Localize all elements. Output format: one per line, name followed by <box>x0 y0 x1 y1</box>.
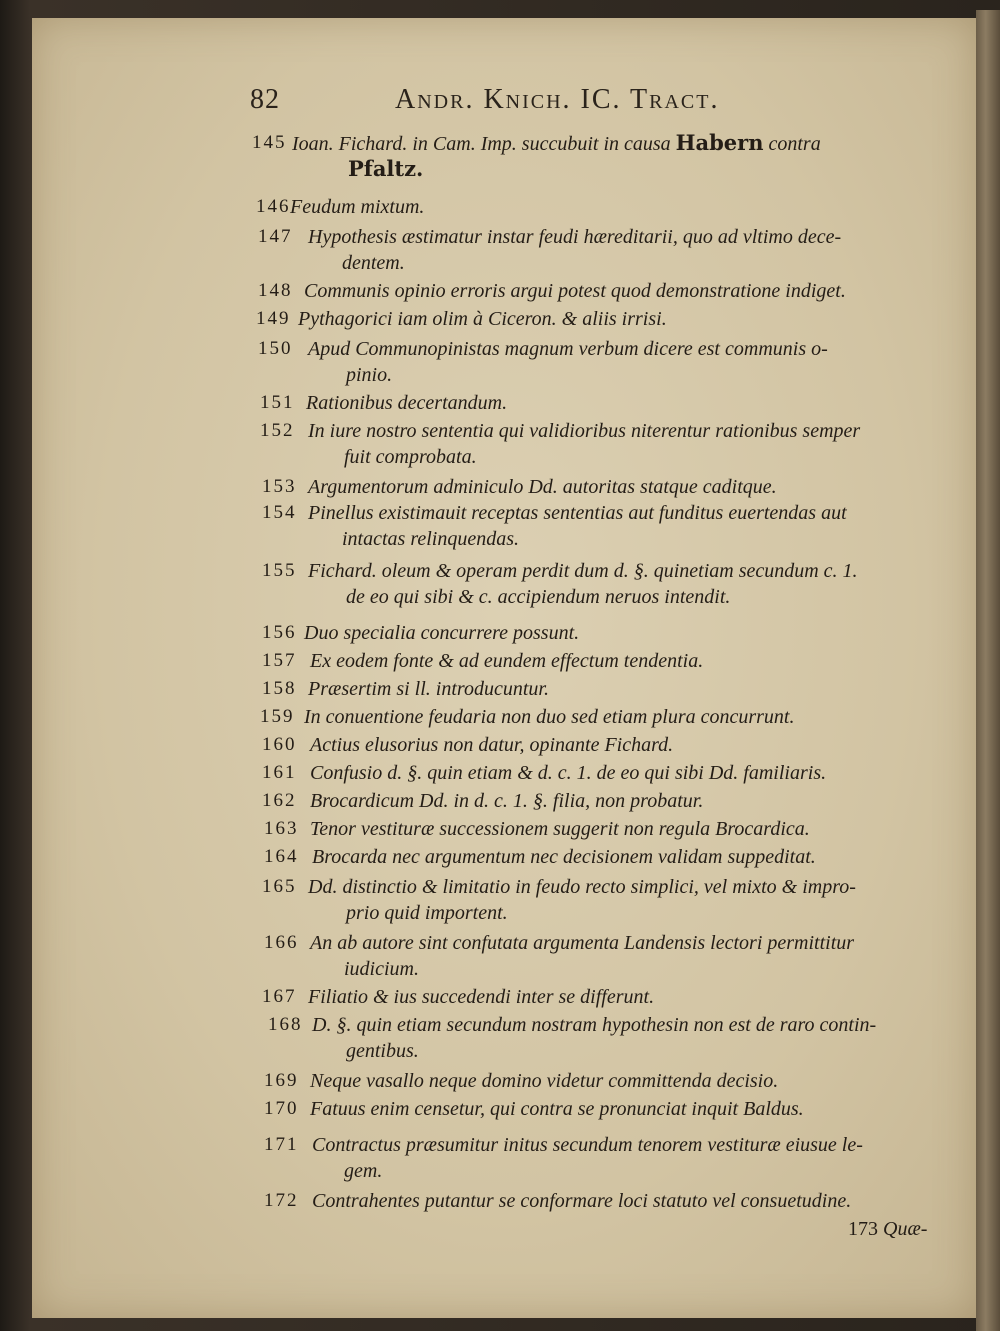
page-header <box>250 84 950 120</box>
book-edge <box>976 10 1000 1331</box>
entry-number: 169 <box>264 1070 299 1091</box>
entry-number: 155 <box>262 560 297 581</box>
entry-number: 147 <box>258 226 293 247</box>
entry-number: 159 <box>260 706 295 727</box>
entry-number: 153 <box>262 476 297 497</box>
entry-continuation: prio quid importent. <box>346 902 508 924</box>
entry-number: 149 <box>256 308 291 329</box>
catchword-text: Quæ- <box>883 1218 928 1240</box>
entry-number: 164 <box>264 846 299 867</box>
entry-number: 160 <box>262 734 297 755</box>
entry-number: 165 <box>262 876 297 897</box>
entry-continuation: Pfaltz. <box>348 156 424 181</box>
entry-number: 151 <box>260 392 295 413</box>
entry-text: Pythagorici iam olim à Ciceron. & aliis irrisi. <box>298 308 667 330</box>
entry-continuation: pinio. <box>346 364 393 386</box>
entry-number: 172 <box>264 1190 299 1211</box>
entry-continuation: intactas relinquendas. <box>342 528 520 550</box>
entry-text: Feudum mixtum. <box>290 196 425 218</box>
entry-text: Filiatio & ius succedendi inter se differunt. <box>308 986 655 1008</box>
entry-text: Contrahentes putantur se conformare loci statuto vel consuetudine. <box>312 1190 852 1212</box>
entry-continuation: fuit comprobata. <box>344 446 477 468</box>
entry-text: In iure nostro sententia qui validioribus niterentur rationibus semper <box>308 420 861 442</box>
entry-text: Neque vasallo neque domino videtur committenda decisio. <box>310 1070 779 1092</box>
entry-text: Præsertim si ll. introducuntur. <box>308 678 549 700</box>
entry-number: 162 <box>262 790 297 811</box>
entry-text: Rationibus decertandum. <box>306 392 508 414</box>
entry-text: In conuentione feudaria non duo sed etiam plura concurrunt. <box>304 706 795 728</box>
entry-continuation: gentibus. <box>346 1040 419 1062</box>
entry-text: Fatuus enim censetur, qui contra se pronunciat inquit Baldus. <box>310 1098 804 1120</box>
entry-continuation: gem. <box>344 1160 383 1182</box>
catchword-number: 173 <box>848 1218 878 1240</box>
entry-text: Contractus præsumitur initus secundum tenorem vestituræ eiusue le- <box>312 1134 863 1156</box>
entry-text: Hypothesis æstimatur instar feudi hæreditarii, quo ad vltimo dece- <box>308 226 842 248</box>
entry-text: Brocardicum Dd. in d. c. 1. §. filia, non probatur. <box>310 790 704 812</box>
entry-text: Tenor vestituræ successionem suggerit non regula Brocardica. <box>310 818 810 840</box>
entry-text: Apud Communopinistas magnum verbum dicere est communis o- <box>308 338 828 360</box>
entry-text: Pinellus existimauit receptas sententias aut funditus euertendas aut <box>308 502 847 524</box>
entry-text: Fichard. oleum & operam perdit dum d. §. quinetiam secundum c. 1. <box>308 560 858 582</box>
entry-number: 167 <box>262 986 297 1007</box>
entry-number: 150 <box>258 338 293 359</box>
entry-number: 146 <box>256 196 291 217</box>
entry-text: Ex eodem fonte & ad eundem effectum tendentia. <box>310 650 704 672</box>
entry-number: 171 <box>264 1134 299 1155</box>
entry-blackletter: Habern <box>675 130 764 155</box>
entry-text: Dd. distinctio & limitatio in feudo recto simplici, vel mixto & impro- <box>308 876 856 898</box>
entry-number: 148 <box>258 280 293 301</box>
entry-number: 156 <box>262 622 297 643</box>
catchword <box>848 1218 927 1241</box>
entry-continuation: de eo qui sibi & c. accipiendum neruos intendit. <box>346 586 731 608</box>
entry-text: Communis opinio erroris argui potest quod demonstratione indiget. <box>304 280 846 302</box>
entry-number: 161 <box>262 762 297 783</box>
entry-number: 154 <box>262 502 297 523</box>
entry-number: 163 <box>264 818 299 839</box>
entry-text: D. §. quin etiam secundum nostram hypothesin non est de raro contin- <box>312 1014 877 1036</box>
entry-text: Actius elusorius non datur, opinante Fichard. <box>310 734 674 756</box>
running-title: Andr. Knich. IC. Tract. <box>395 84 720 115</box>
entry-text: Brocarda nec argumentum nec decisionem validam suppeditat. <box>312 846 816 868</box>
entry-text: Ioan. Fichard. in Cam. Imp. succubuit in causa Habern contra <box>292 130 821 155</box>
entry-number: 158 <box>262 678 297 699</box>
entry-number: 170 <box>264 1098 299 1119</box>
entry-text: Confusio d. §. quin etiam & d. c. 1. de eo qui sibi Dd. familiaris. <box>310 762 827 784</box>
entry-continuation: iudicium. <box>344 958 419 980</box>
entry-number: 145 <box>252 132 287 153</box>
entry-text: An ab autore sint confutata argumenta Landensis lectori permittitur <box>310 932 855 954</box>
entry-number: 168 <box>268 1014 303 1035</box>
entry-number: 166 <box>264 932 299 953</box>
entry-number: 157 <box>262 650 297 671</box>
entry-text: Duo specialia concurrere possunt. <box>304 622 580 644</box>
page-number: 82 <box>250 84 280 115</box>
entry-continuation: dentem. <box>342 252 405 274</box>
entry-number: 152 <box>260 420 295 441</box>
entry-text: Argumentorum adminiculo Dd. autoritas statque caditque. <box>308 476 777 498</box>
